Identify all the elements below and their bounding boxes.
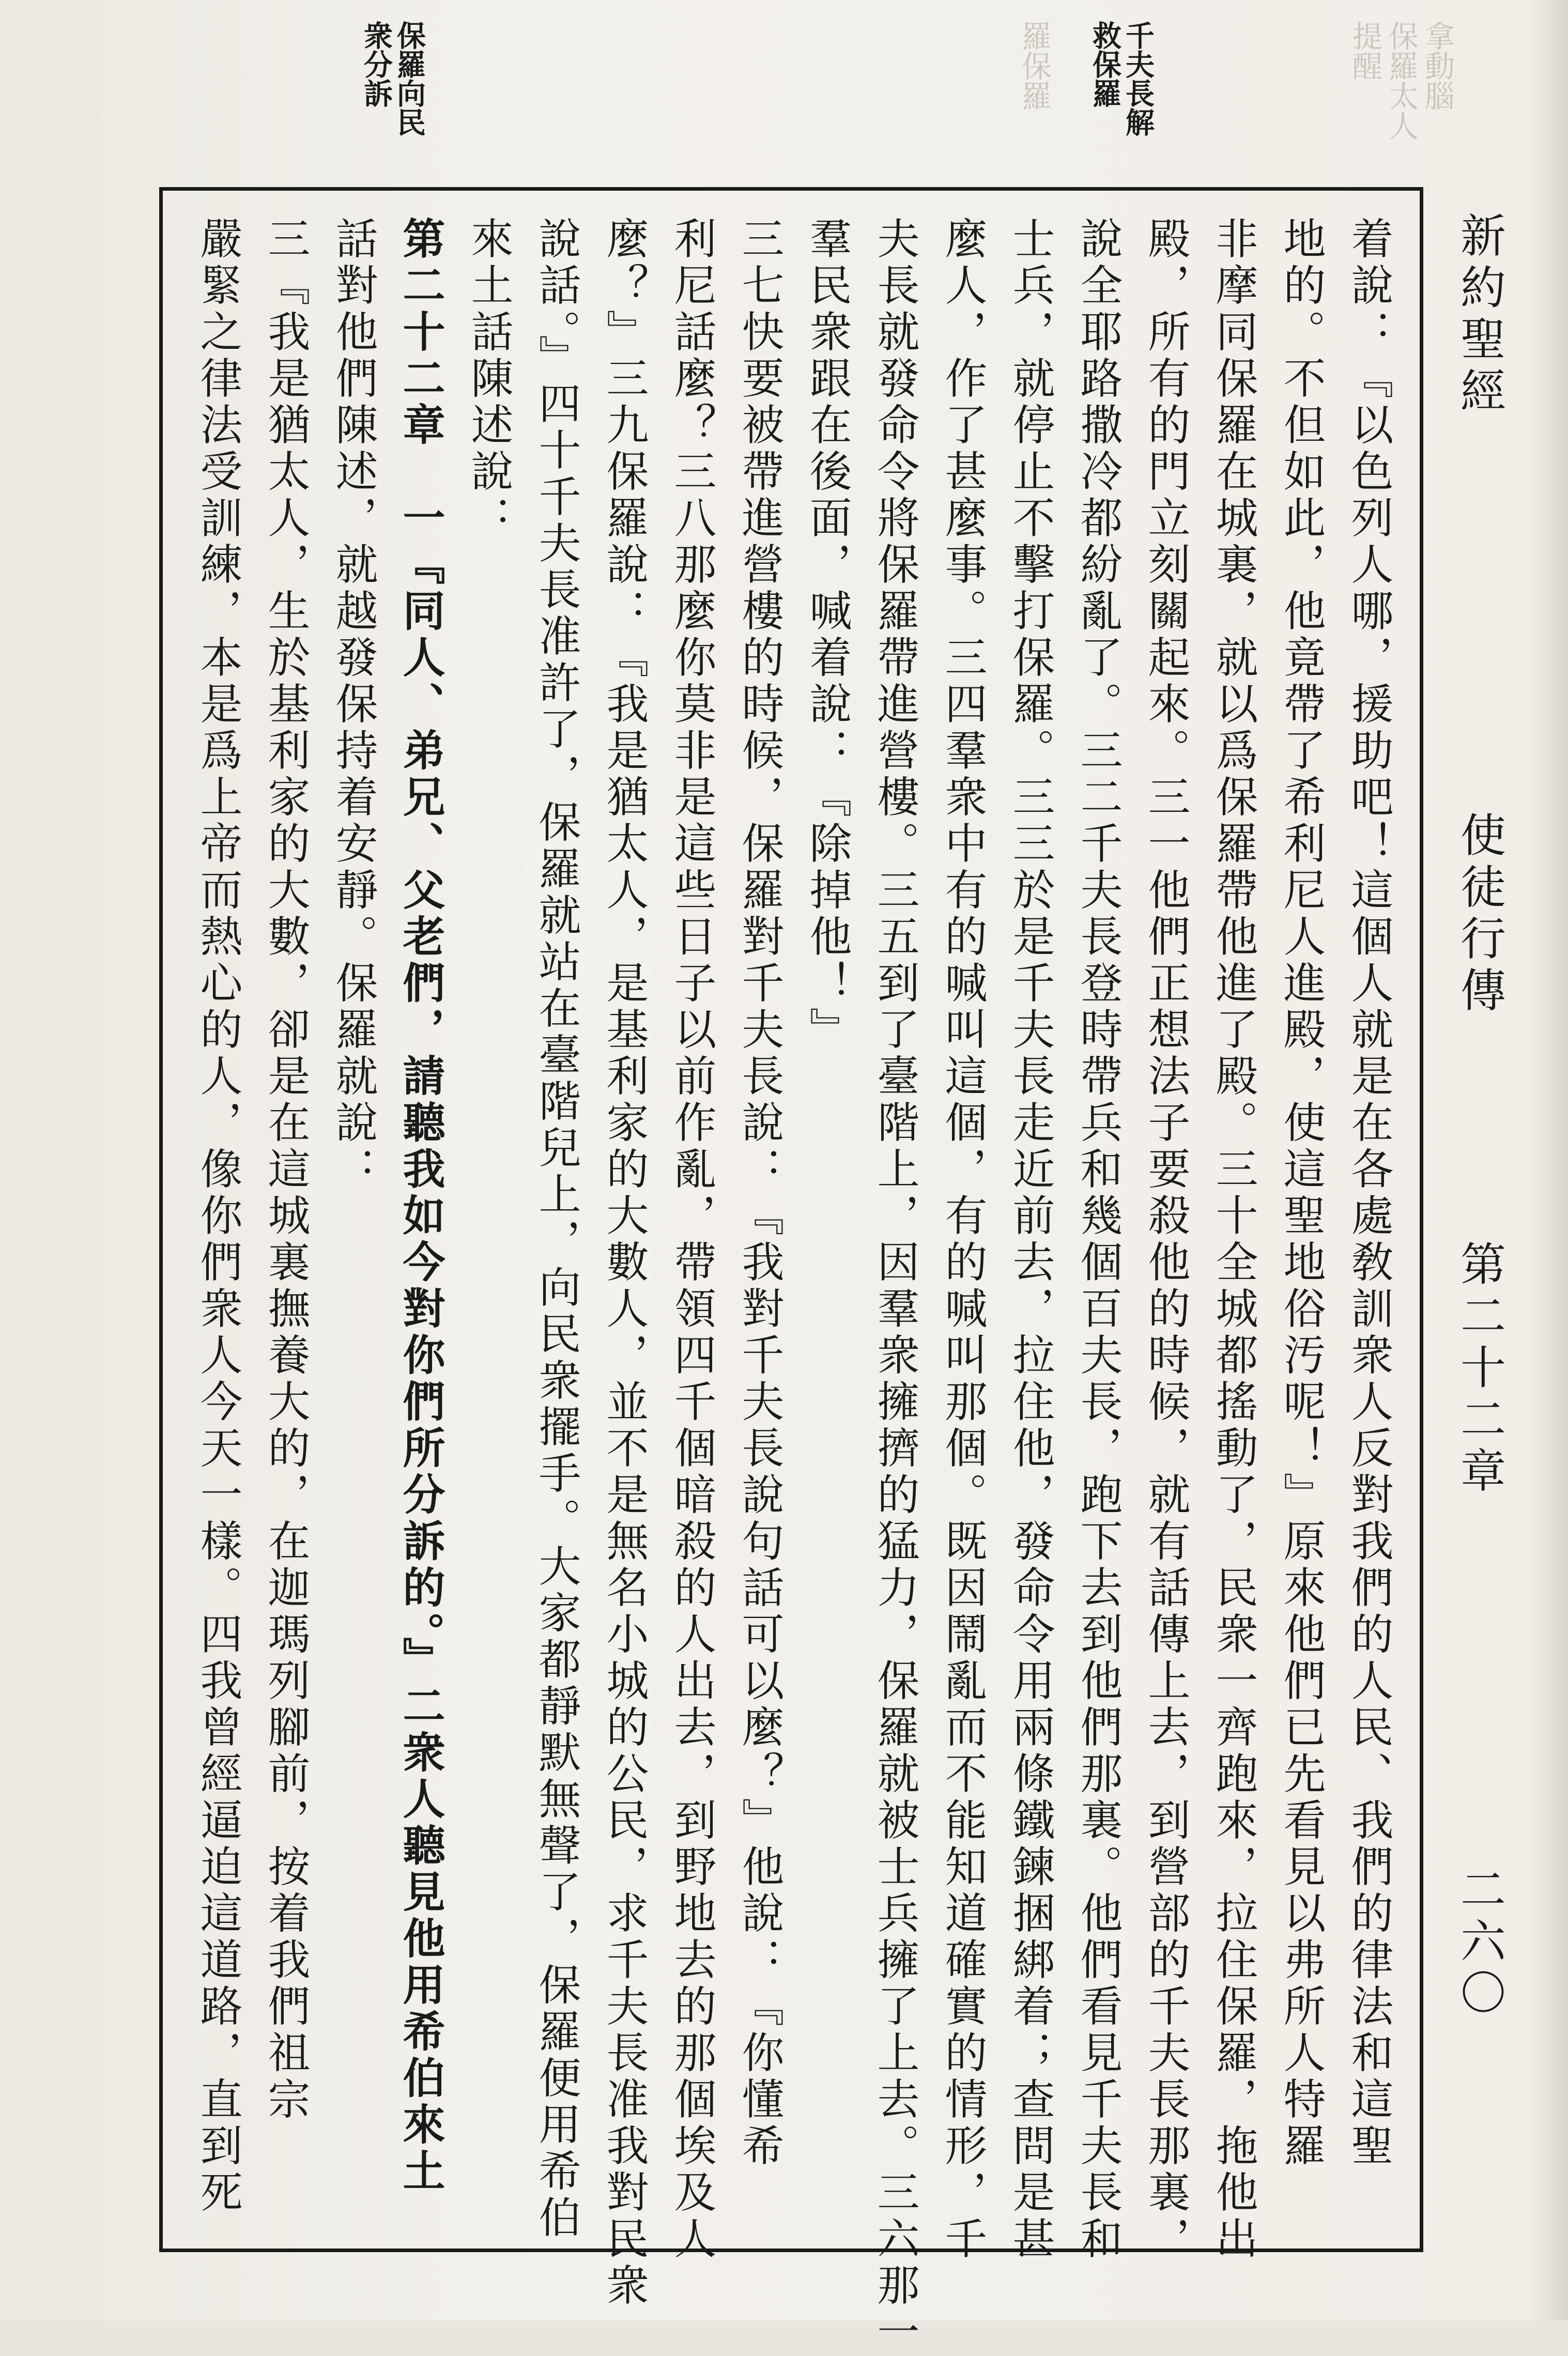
text-column: 話對他們陳述，就越發保持着安靜。保羅就說： [329,217,378,1193]
margin-note [1088,21,1155,136]
section-title: 使徒行傳 [1453,811,1506,1018]
chapter-heading-column: 第二十二章 一『同人、弟兄、父老們，請聽我如今對你們所分訴的。』二衆人聽見他用希伯來土 [396,217,445,2195]
book-title: 新約聖經 [1453,212,1506,419]
page-gutter [1532,0,1568,2320]
margin-note [360,21,426,136]
bleed-through-text: 保羅太人 [1383,21,1419,141]
text-frame [159,187,1423,2356]
text-column: 三七快要被帶進營樓的時候，保羅對千夫長說：『我對千夫長說句話可以麼？』他說：『你懂希 [735,217,784,2170]
text-column: 三『我是猶太人，生於基利家的大數，卻是在這城裏撫養大的，在迦瑪列腳前，按着我們祖宗 [261,217,310,2123]
running-head [1418,202,1532,2021]
text-column: 說話。』四十千夫長准許了，保羅就站在臺階兒上，向民衆擺手。大家都靜默無聲了，保羅便用希伯 [532,217,581,2242]
text-column: 夫長就發命令將保羅帶進營樓。三五到了臺階上，因羣衆擁擠的猛力，保羅就被士兵擁了上去。三六那一 [870,217,919,2356]
text-column: 來土話陳述說： [464,217,513,542]
text-column: 非摩同保羅在城裏，就以爲保羅帶他進了殿。三十全城都搖動了，民衆一齊跑來，拉住保羅，拖他出 [1209,217,1258,2263]
bleed-through-text: 拿動腦 [1420,21,1455,111]
margin-note-text: 保羅向民 衆分訴 [359,21,426,136]
chapter-label: 第二十二章 [1453,1240,1506,1499]
margin-note-text: 千夫長解 救保羅 [1088,21,1155,136]
text-column: 說全耶路撒冷都紛亂了。三二千夫長登時帶兵和幾個百夫長，跑下去到他們那裏。他們看見千夫長和 [1073,217,1123,2263]
text-column: 麼人，作了甚麼事。三四羣衆中有的喊叫這個，有的喊叫那個。既因鬧亂而不能知道確實的情形，千 [938,217,987,2263]
text-column: 地的。不但如此，他竟帶了希利尼人進殿，使這聖地俗汚呢！』原來他們已先看見以弗所人特羅 [1277,217,1326,2170]
text-column: 羣民衆跟在後面，喊着說：『除掉他！』 [803,217,852,1054]
bleed-through-text: 提醒 [1347,21,1382,81]
text-column: 麼？』三九保羅說：『我是猶太人，是基利家的大數人，並不是無名小城的公民，求千夫長准我對民衆 [599,217,649,2309]
text-column: 士兵，就停止不擊打保羅。三三於是千夫長走近前去，拉住他，發命令用兩條鐵鍊捆綁着；查問是甚 [1006,217,1055,2263]
text-column: 嚴緊之律法受訓練，本是爲上帝而熱心的人，像你們衆人今天一樣。四我曾經逼迫這道路，直到死 [193,217,242,2216]
page-number: 二六〇 [1453,1866,1506,2021]
bleed-through-text: 羅保羅 [1017,21,1052,111]
text-column: 利尼話麼？三八那麼你莫非是這些日子以前作亂，帶領四千個暗殺的人出去，到野地去的那個埃及人 [667,217,716,2263]
text-column: 着說：『以色列人哪，援助吧！這個人就是在各處敎訓衆人反對我們的人民、我們的律法和這聖 [1344,217,1393,2170]
text-column: 殿，所有的門立刻關起來。三一他們正想法子要殺他的時候，就有話傳上去，到營部的千夫長那裏， [1141,217,1190,2263]
